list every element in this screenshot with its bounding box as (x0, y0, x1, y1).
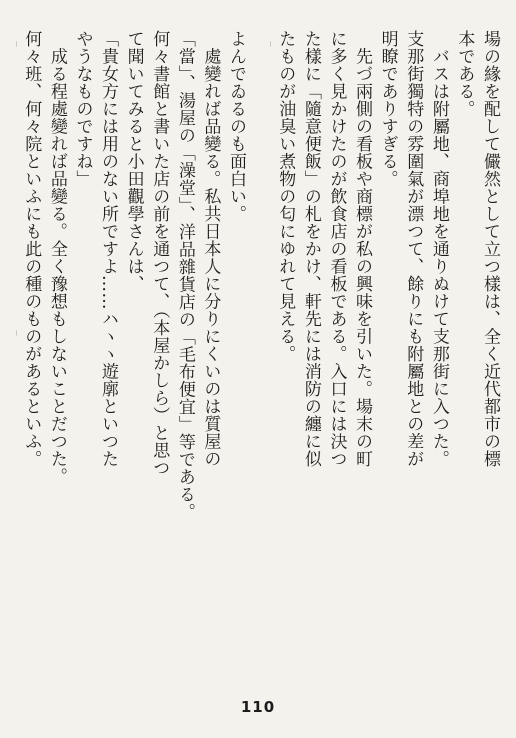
text-column: 明瞭でありすぎる。 (377, 30, 398, 188)
text-column: やうなものですね」 (72, 30, 93, 188)
text-column: に多く見かけたのが飲食店の看板である。入口には決つ (326, 30, 347, 468)
page-number: 110 (240, 698, 276, 716)
text-column: 何々班、何々院といふにも此の種のものがあるといふ。 (21, 30, 42, 468)
text-column (16, 30, 18, 678)
text-column: 成る程處變れば品變る。全く豫想もしないことだつた。 (46, 30, 67, 485)
right-text-block (270, 30, 502, 678)
text-column: 處變れば品變る。私共日本人に分りにくいのは質屋の (200, 30, 221, 468)
left-text-block (16, 30, 248, 678)
text-column: た樣に「隨意便飯」の札をかけ、軒先には消防の纏に似 (300, 30, 321, 468)
text-column: 支那街獨特の雰圍氣が漂つて、餘りにも附屬地との差が (403, 30, 424, 468)
text-column (270, 30, 272, 678)
text-column: 先づ兩側の看板や商標が私の興味を引いた。場末の町 (352, 30, 373, 468)
text-column: 「當」、湯屋の「澡堂」、洋品雜貨店の「毛布便宜」等である。 (174, 30, 195, 521)
text-column: 「貴女方には用のない所ですよ……ハヽヽ遊廓といつた (98, 30, 119, 468)
text-column: たものが油臭い煮物の匂にゆれて見える。 (275, 30, 296, 363)
text-column: て聞いてみると小田觀學さんは、 (123, 30, 144, 293)
text-column: 本である。 (454, 30, 475, 118)
text-column: 場の緣を配して儼然として立つ樣は、全く近代都市の標 (480, 30, 500, 468)
text-column: バスは附屬地、商埠地を通りぬけて支那街に入つた。 (428, 30, 449, 468)
text-column: 何々書館と書いた店の前を通つて、（本屋かしら）と思つ (149, 30, 170, 477)
text-column: よんでゐるのも面白い。 (226, 30, 246, 223)
